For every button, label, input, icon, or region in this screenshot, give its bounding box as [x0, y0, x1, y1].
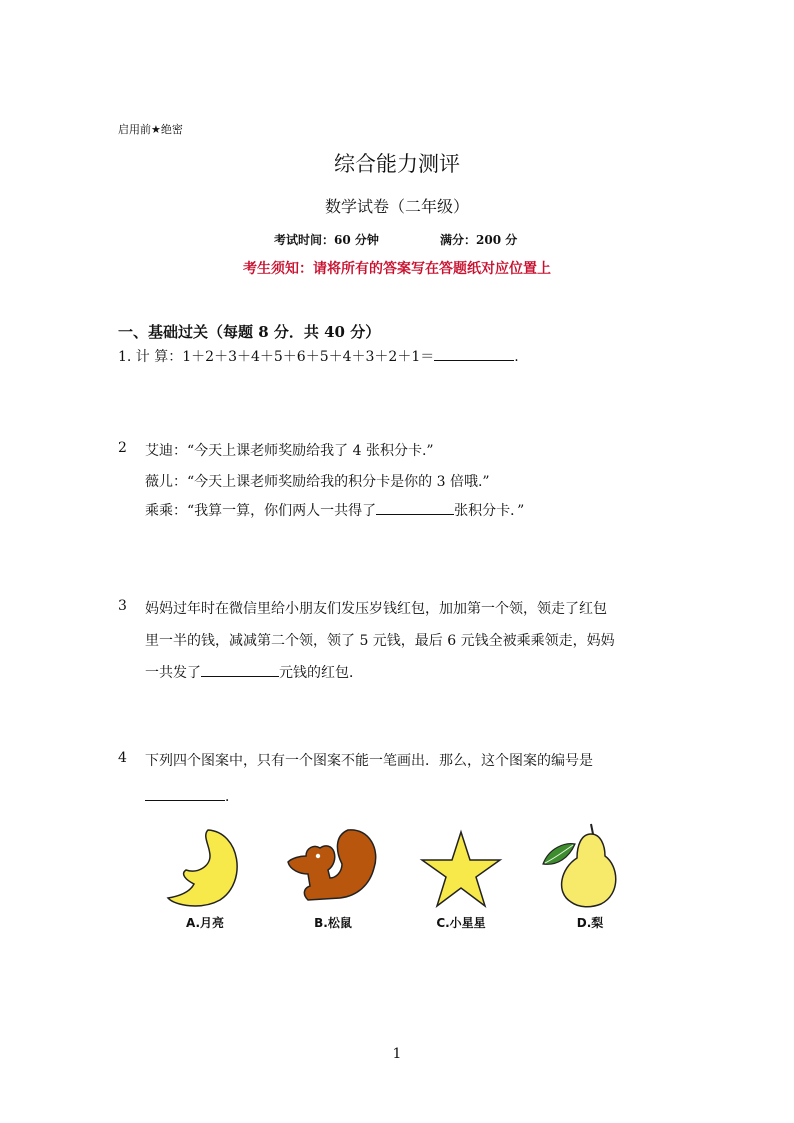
question-3-line3-end: 元钱的红包．: [279, 665, 363, 681]
question-4-line1: 下列四个图案中，只有一个图案不能一笔画出．那么，这个图案的编号是: [145, 753, 593, 769]
question-1-text: 1. 计 算：1＋2＋3＋4＋5＋6＋5＋4＋3＋2＋1＝: [118, 349, 435, 365]
exam-title: 综合能力测评: [334, 152, 460, 176]
question-2-line2: 薇儿：“今天上课老师奖励给我的积分卡是你的 3 倍哦.”: [145, 474, 490, 490]
page-number: 1: [392, 1046, 402, 1062]
exam-score: 满分：200 分: [440, 233, 518, 247]
section-title: 一、基础过关（每题 8 分．共 40 分）: [118, 323, 381, 341]
question-3-line1: 妈妈过年时在微信里给小朋友们发压岁钱红包，加加第一个领，领走了红包: [145, 601, 607, 617]
figure-pear-label: D.梨: [576, 916, 604, 930]
question-2-line3-start: 乘乘：“我算一算，你们两人一共得了: [145, 503, 377, 519]
question-3-line3-start: 一共发了: [145, 665, 201, 681]
star-icon: [406, 822, 516, 912]
answer-blank-2[interactable]: [376, 500, 454, 515]
question-1: [118, 346, 519, 366]
moon-icon: [150, 822, 260, 912]
exam-time: 考试时间：60 分钟: [274, 233, 379, 247]
squirrel-icon: [278, 822, 388, 912]
question-3-line2: 里一半的钱，减减第二个领，领了 5 元钱，最后 6 元钱全被乘乘领走，妈妈: [145, 633, 615, 649]
exam-subtitle: 数学试卷（二年级）: [324, 197, 469, 216]
question-1-end: .: [514, 349, 519, 365]
confidential-mark: 启用前★绝密: [118, 123, 183, 136]
pear-icon: [535, 822, 645, 912]
question-2-line3: [145, 500, 524, 520]
answer-blank-3[interactable]: [201, 662, 279, 677]
question-2-line3-end: 张积分卡．”: [454, 503, 525, 519]
question-3-line3: [145, 662, 363, 682]
question-4-number: 4: [118, 750, 127, 766]
figure-squirrel-label: B.松鼠: [314, 916, 352, 930]
figure-star-label: C.小星星: [436, 916, 486, 930]
question-4-end: ．: [225, 789, 239, 805]
question-2-number: 2: [118, 440, 127, 456]
question-3-number: 3: [118, 598, 127, 614]
figure-star: [406, 822, 516, 942]
figure-pear: [535, 822, 645, 942]
figure-moon: [150, 822, 260, 942]
figure-moon-label: A.月亮: [185, 916, 225, 930]
answer-blank-1[interactable]: [434, 346, 514, 361]
question-4-answer-line: [145, 786, 239, 806]
exam-notice: 考生须知：请将所有的答案写在答题纸对应位置上: [243, 261, 551, 277]
figure-squirrel: [278, 822, 388, 942]
question-2-line1: 艾迪：“今天上课老师奖励给我了 4 张积分卡.”: [145, 443, 434, 459]
answer-blank-4[interactable]: [145, 786, 225, 801]
